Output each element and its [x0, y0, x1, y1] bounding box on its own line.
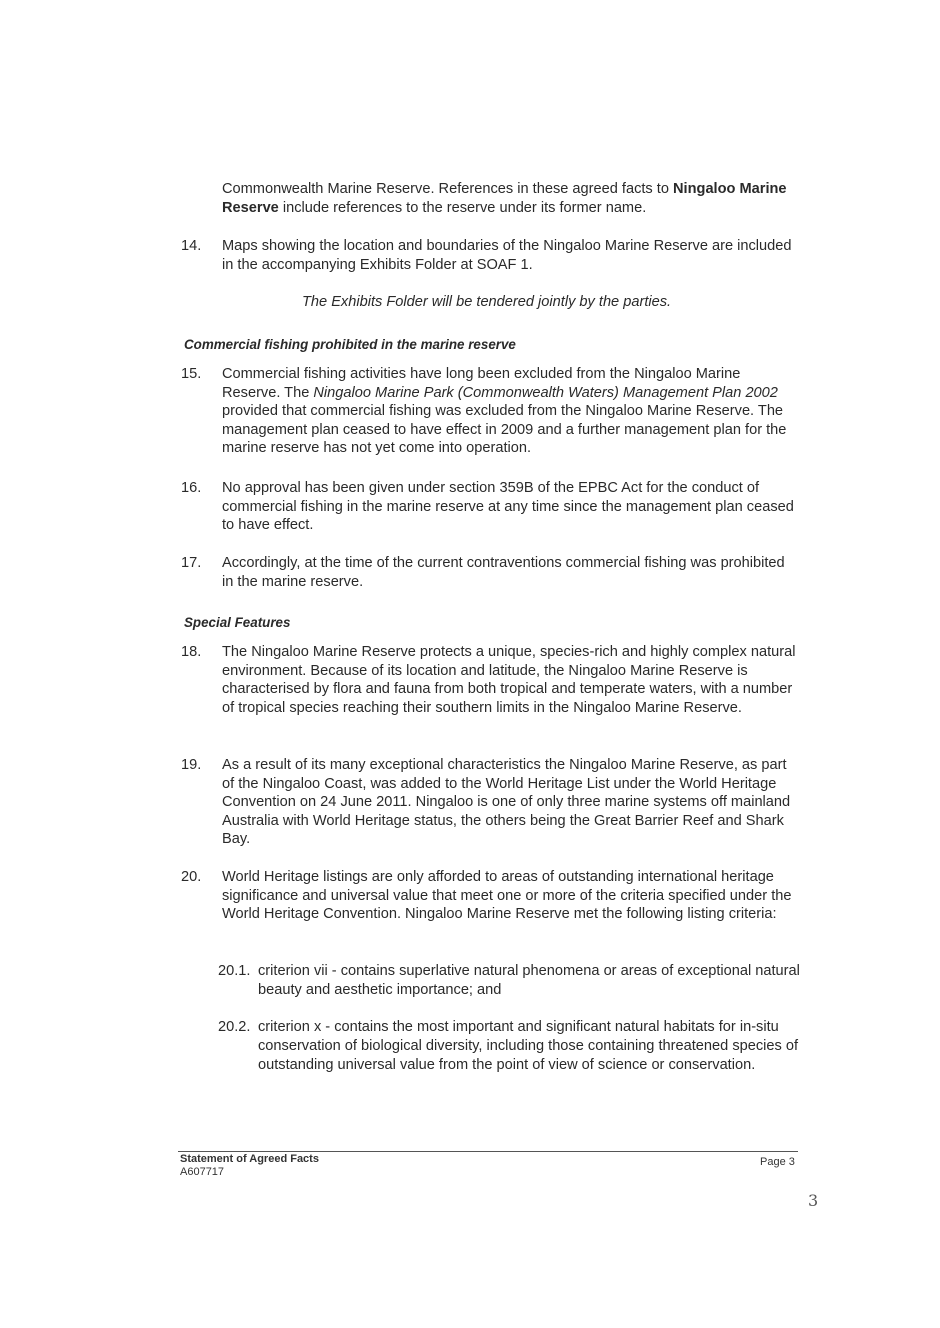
paragraph-number: 20. [181, 869, 202, 885]
paragraph-14: Maps showing the location and boundaries of the Ningaloo Marine Reserve are included in the accompanying Exhibits Folder at SOAF 1. [222, 238, 792, 273]
defined-term: Ningaloo Marine Reserve [222, 181, 787, 216]
subparagraph-20-2: criterion x - contains the most important and significant natural habitats for in-situ conservation of biological diversity, including those containing threatened species of outstanding universal value from the point of view of science or conservation. [258, 1019, 799, 1073]
footer-document-info [180, 1153, 319, 1179]
paragraph-number: 18. [181, 644, 202, 660]
paragraph-number: 15. [181, 366, 202, 382]
plan-title: Ningaloo Marine Park (Commonwealth Waters) Management Plan 2002 [313, 384, 778, 401]
section-heading-commercial-fishing: Commercial fishing prohibited in the marine reserve [184, 337, 516, 352]
footer-title: Statement of Agreed Facts [180, 1153, 319, 1165]
paragraph-13-continuation: Commonwealth Marine Reserve. References in these agreed facts to Ningaloo Marine Reserve include references to the reserve under its former name. [222, 181, 787, 216]
paragraph-15: Commercial fishing activities have long been excluded from the Ningaloo Marine Reserve. The Ningaloo Marine Park (Commonwealth Waters) Management Plan 2002 provided that commercial fishing was excluded from the Ningaloo Marine Reserve. The management plan ceased to have effect in 2009 and a further management plan for the marine reserve has not yet come into operation. [222, 366, 787, 457]
paragraph-18: The Ningaloo Marine Reserve protects a unique, species-rich and highly complex natural environment. Because of its location and latitude, the Ningaloo Marine Reserve is characterised by flora and fauna from both tropical and temperate waters, with a number of tropical species reaching their southern limits in the Ningaloo Marine Reserve. [222, 644, 796, 716]
subparagraph-20-1: criterion vii - contains superlative natural phenomena or areas of exceptional natural beauty and aesthetic importance; and [258, 963, 800, 998]
footer-divider [178, 1151, 798, 1152]
footer-page-number: Page 3 [760, 1156, 795, 1168]
paragraph-17: Accordingly, at the time of the current contraventions commercial fishing was prohibited in the marine reserve. [222, 555, 785, 590]
paragraph-number: 17. [181, 555, 202, 571]
handwritten-page-number: 3 [808, 1191, 819, 1210]
section-heading-special-features: Special Features [184, 615, 291, 630]
paragraph-number: 14. [181, 238, 202, 254]
paragraph-16: No approval has been given under section 359B of the EPBC Act for the conduct of commercial fishing in the marine reserve at any time since the management plan ceased to have effect. [222, 480, 794, 534]
footer-code: A607717 [180, 1166, 225, 1178]
exhibits-note: The Exhibits Folder will be tendered jointly by the parties. [302, 294, 672, 310]
paragraph-19: As a result of its many exceptional characteristics the Ningaloo Marine Reserve, as part of the Ningaloo Coast, was added to the World Heritage List under the World Heritage Convention on 24 June 2011. Ningaloo is one of only three marine systems off mainland Australia with World Heritage status, the others being the Great Barrier Reef and Shark Bay. [222, 757, 791, 848]
paragraph-number: 19. [181, 757, 202, 773]
subparagraph-number: 20.2. [218, 1019, 251, 1035]
subparagraph-number: 20.1. [218, 963, 251, 979]
paragraph-20: World Heritage listings are only afforded to areas of outstanding international heritage significance and universal value that meet one or more of the criteria specified under the World Heritage Convention. Ningaloo Marine Reserve met the following listing criteria: [222, 869, 792, 923]
paragraph-number: 16. [181, 480, 202, 496]
